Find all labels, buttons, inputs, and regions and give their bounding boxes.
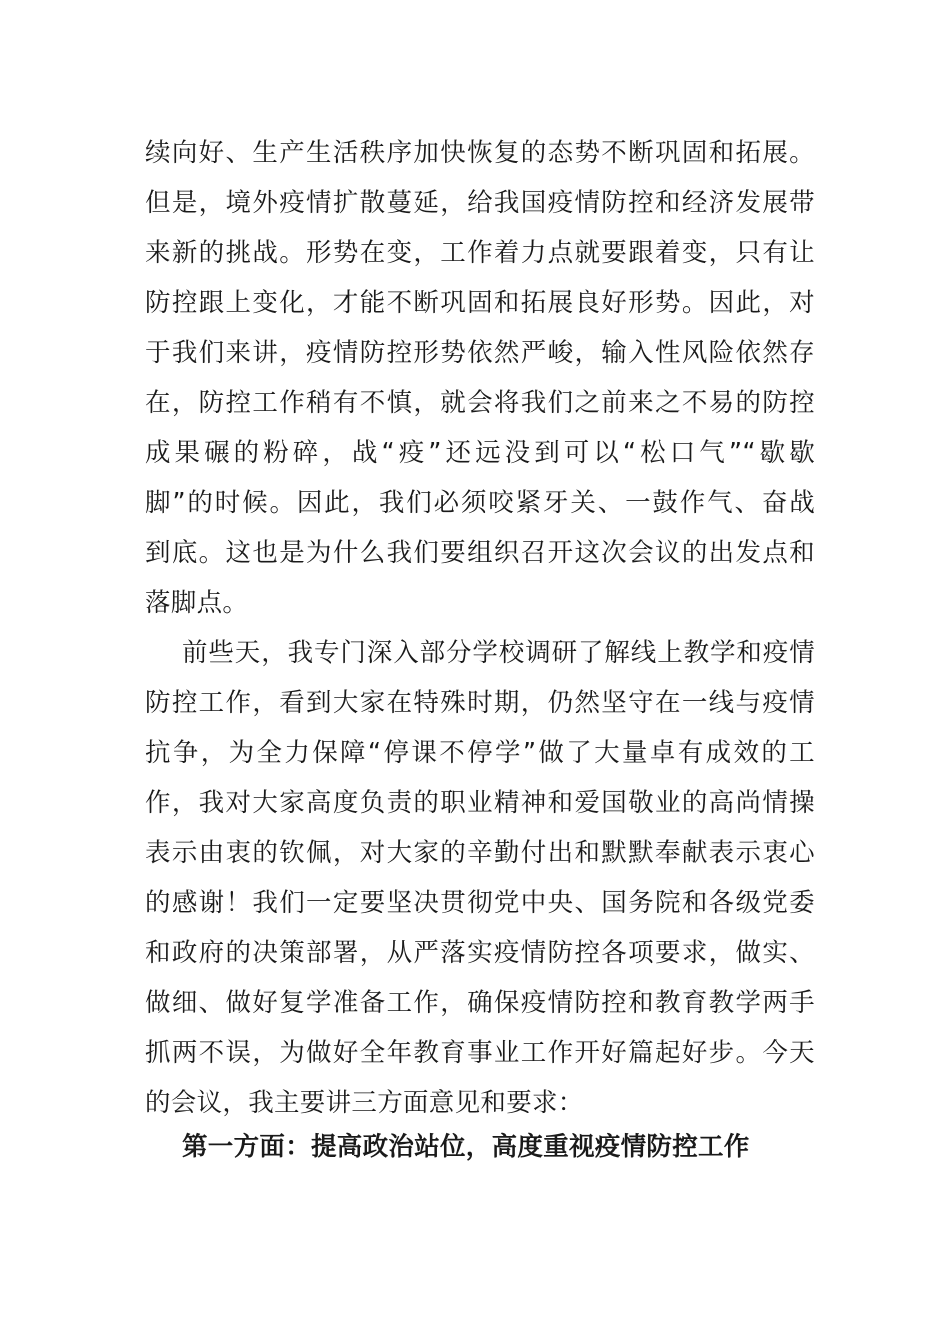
paragraph-1-line-8: 脚”的时候。因此，我们必须咬紧牙关、一鼓作气、奋战	[145, 488, 815, 518]
paragraph-1-line-2: 但是，境外疫情扩散蔓延，给我国疫情防控和经济发展带	[145, 188, 815, 218]
paragraph-1-line-5: 于我们来讲，疫情防控形势依然严峻，输入性风险依然存	[145, 338, 815, 368]
paragraph-2-line-5: 表示由衷的钦佩，对大家的辛勤付出和默默奉献表示衷心	[145, 838, 815, 868]
paragraph-1-line-10: 落脚点。	[145, 588, 249, 618]
paragraph-2-line-9: 抓两不误，为做好全年教育事业工作开好篇起好步。今天	[145, 1038, 815, 1068]
paragraph-2-line-1: 前些天，我专门深入部分学校调研了解线上教学和疫情	[182, 638, 815, 668]
paragraph-2-line-7: 和政府的决策部署，从严落实疫情防控各项要求，做实、	[145, 938, 815, 968]
paragraph-1-line-7: 成果碾的粉碎，战“疫”还远没到可以“松口气”“歇歇	[145, 438, 815, 468]
paragraph-1-line-1: 续向好、生产生活秩序加快恢复的态势不断巩固和拓展。	[145, 138, 815, 168]
paragraph-1-line-6: 在，防控工作稍有不慎，就会将我们之前来之不易的防控	[145, 388, 815, 418]
paragraph-1-line-4: 防控跟上变化，才能不断巩固和拓展良好形势。因此，对	[145, 288, 815, 318]
paragraph-1-line-3: 来新的挑战。形势在变，工作着力点就要跟着变，只有让	[145, 238, 815, 268]
section-heading: 第一方面：提高政治站位，高度重视疫情防控工作	[182, 1132, 750, 1162]
paragraph-2-line-4: 作，我对大家高度负责的职业精神和爱国敬业的高尚情操	[145, 788, 815, 818]
paragraph-2-line-3: 抗争，为全力保障“停课不停学”做了大量卓有成效的工	[145, 738, 815, 768]
paragraph-2-line-8: 做细、做好复学准备工作，确保疫情防控和教育教学两手	[145, 988, 815, 1018]
paragraph-2-line-6: 的感谢！我们一定要坚决贯彻党中央、国务院和各级党委	[145, 888, 815, 918]
paragraph-2-line-2: 防控工作，看到大家在特殊时期，仍然坚守在一线与疫情	[145, 688, 815, 718]
paragraph-1-line-9: 到底。这也是为什么我们要组织召开这次会议的出发点和	[145, 538, 815, 568]
paragraph-2-line-10: 的会议，我主要讲三方面意见和要求：	[145, 1088, 584, 1118]
